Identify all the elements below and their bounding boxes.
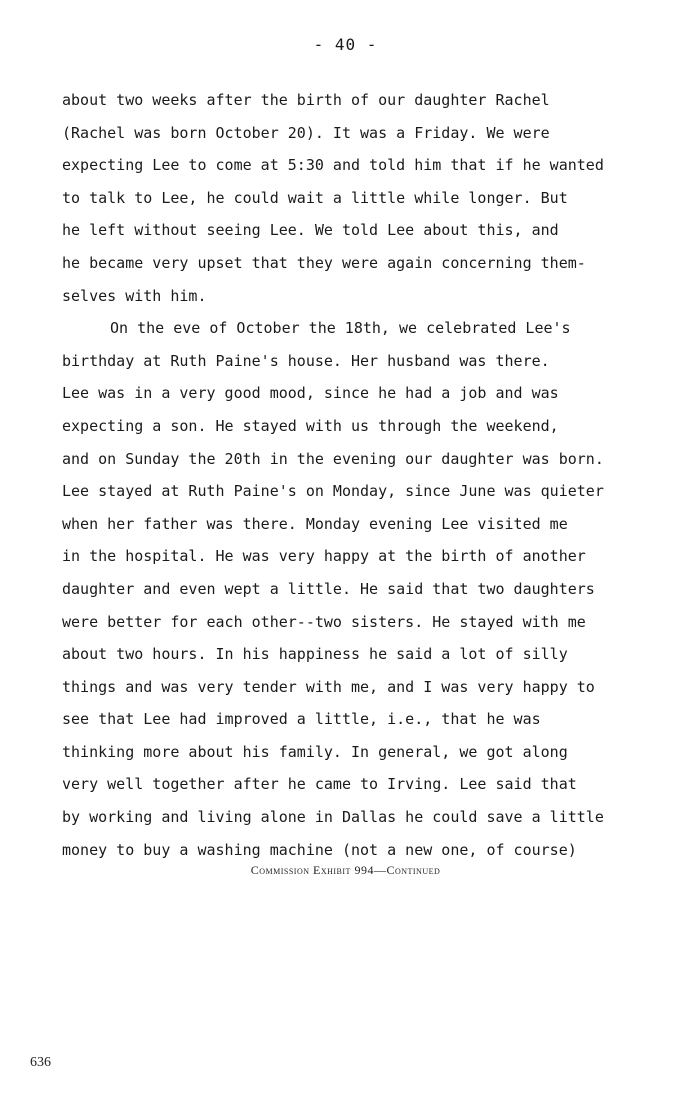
text-line: birthday at Ruth Paine's house. Her husband was there.	[62, 351, 550, 370]
text-line: Lee was in a very good mood, since he had a job and was	[62, 384, 559, 403]
text-line: money to buy a washing machine (not a new one, of course)	[62, 840, 577, 859]
text-line: expecting Lee to come at 5:30 and told him that if he wanted	[62, 156, 604, 175]
text-line: about two weeks after the birth of our daughter Rachel	[62, 91, 550, 109]
text-line: daughter and even wept a little. He said that two daughters	[62, 579, 595, 598]
text-line: Lee stayed at Ruth Paine's on Monday, since June was quieter	[62, 482, 604, 501]
exhibit-caption: Commission Exhibit 994—Continued	[250, 863, 441, 877]
text-line: very well together after he came to Irving. Lee said that	[62, 775, 577, 794]
text-line: by working and living alone in Dallas he could save a little	[62, 808, 604, 827]
text-line: and on Sunday the 20th in the evening our daughter was born.	[62, 449, 604, 468]
text-line: were better for each other--two sisters. He stayed with me	[62, 612, 586, 631]
page-number: - 40 -	[313, 35, 378, 54]
text-line: about two hours. In his happiness he said a lot of silly	[62, 645, 568, 664]
folio-page-number: 636	[30, 1055, 51, 1070]
text-line: when her father was there. Monday evening Lee visited me	[62, 514, 568, 533]
text-line: in the hospital. He was very happy at the birth of another	[62, 547, 586, 566]
text-line: thinking more about his family. In general, we got along	[62, 742, 568, 761]
text-line: (Rachel was born October 20). It was a Friday. We were	[62, 123, 550, 142]
text-line: see that Lee had improved a little, i.e., that he was	[62, 710, 541, 729]
text-line: things and was very tender with me, and I was very happy to	[62, 677, 595, 696]
text-line: he became very upset that they were again concerning them-	[62, 253, 586, 272]
text-line: he left without seeing Lee. We told Lee about this, and	[62, 221, 559, 240]
text-line: expecting a son. He stayed with us through the weekend,	[62, 416, 559, 435]
text-line: selves with him.	[62, 286, 207, 305]
text-line: to talk to Lee, he could wait a little while longer. But	[62, 188, 568, 207]
body-text	[62, 84, 662, 866]
text-line: On the eve of October the 18th, we celebrated Lee's	[110, 319, 571, 338]
